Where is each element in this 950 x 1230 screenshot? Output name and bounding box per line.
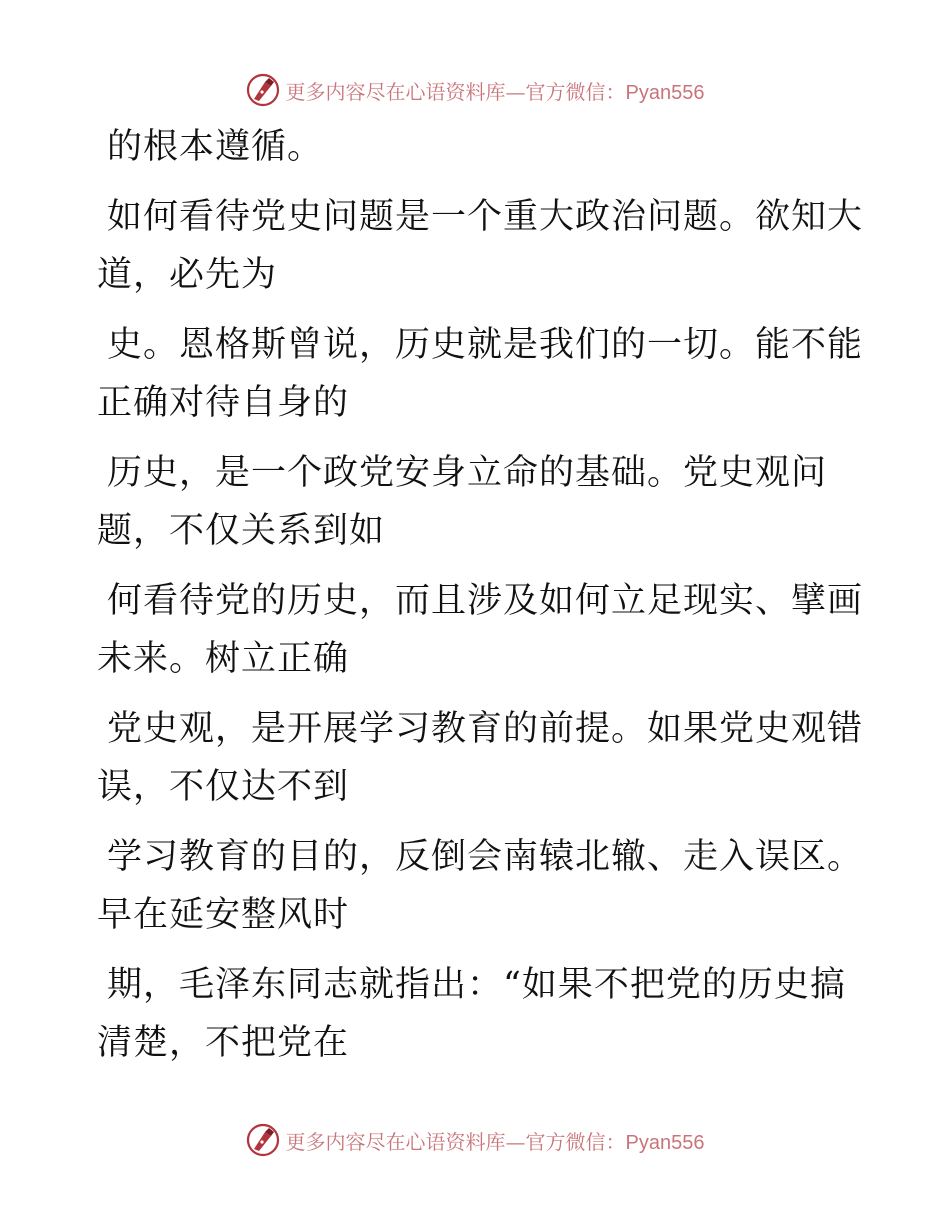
footer-banner bbox=[0, 1120, 950, 1160]
text-line: 学习教育的目的，反倒会南辕北辙、走入误区。 bbox=[107, 837, 864, 877]
text-line: 历史，是一个政党安身立命的基础。党史观问 bbox=[107, 453, 828, 493]
text-line: 正确对待自身的 bbox=[97, 383, 350, 423]
wechat-handle: Pyan556 bbox=[625, 81, 705, 104]
paragraph bbox=[97, 444, 837, 560]
text-line: 的根本遵循。 bbox=[107, 127, 324, 167]
text-line: 清楚，不把党在 bbox=[97, 1023, 350, 1063]
text-line: 何看待党的历史，而且涉及如何立足现实、擘画 bbox=[107, 581, 864, 621]
banner-text: 更多内容尽在心语资料库—官方微信：Pyan556 bbox=[285, 79, 705, 104]
paragraph bbox=[97, 572, 864, 688]
paragraph bbox=[97, 828, 864, 944]
paragraph bbox=[97, 956, 846, 1072]
text-line: 题，不仅关系到如 bbox=[97, 511, 386, 551]
pen-nib-logo-icon bbox=[246, 1123, 280, 1157]
paragraph bbox=[97, 188, 864, 304]
paragraph bbox=[97, 316, 864, 432]
paragraph bbox=[97, 118, 837, 176]
text-line: 道，必先为 bbox=[97, 255, 278, 295]
header-banner bbox=[0, 70, 950, 110]
text-line: 早在延安整风时 bbox=[97, 895, 350, 935]
text-line: 未来。树立正确 bbox=[97, 639, 350, 679]
paragraph bbox=[97, 700, 864, 816]
document-body bbox=[97, 118, 864, 1072]
banner-text: 更多内容尽在心语资料库—官方微信：Pyan556 bbox=[285, 1129, 705, 1154]
text-line: 误，不仅达不到 bbox=[97, 767, 350, 807]
text-line: 如何看待党史问题是一个重大政治问题。欲知大 bbox=[107, 197, 864, 237]
text-line: 党史观，是开展学习教育的前提。如果党史观错 bbox=[107, 709, 864, 749]
text-line: 期，毛泽东同志就指出：“如果不把党的历史搞 bbox=[107, 965, 846, 1005]
text-line: 史。恩格斯曾说，历史就是我们的一切。能不能 bbox=[107, 325, 864, 365]
wechat-handle: Pyan556 bbox=[625, 1131, 705, 1154]
pen-nib-logo-icon bbox=[246, 73, 280, 107]
